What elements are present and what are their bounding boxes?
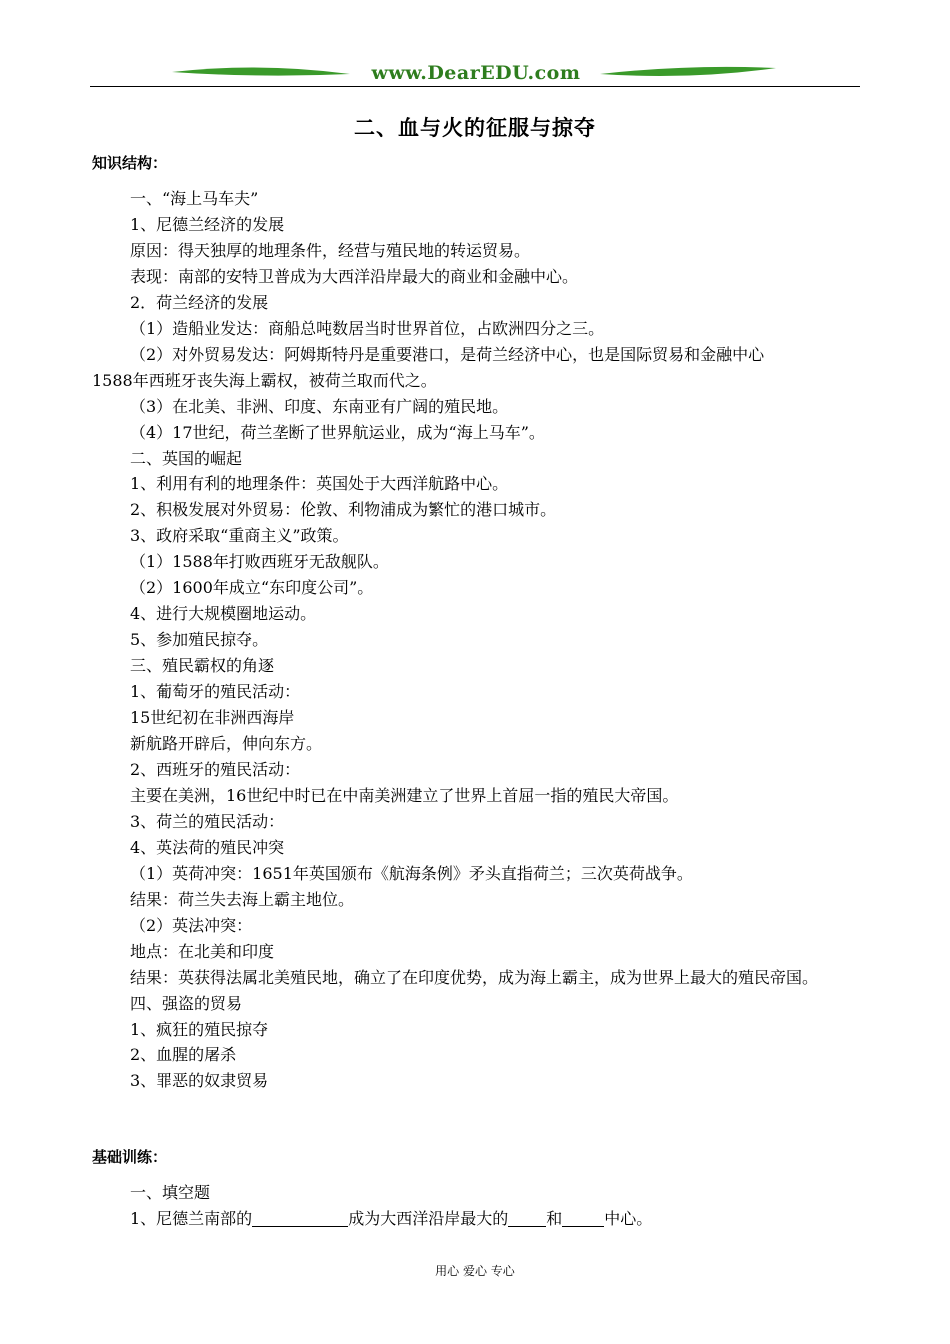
text-line: （2）对外贸易发达：阿姆斯特丹是重要港口，是荷兰经济中心，也是国际贸易和金融中心	[130, 344, 765, 364]
text-line	[92, 965, 862, 991]
text-line: （2）英法冲突：	[130, 915, 253, 935]
text-line: 结果：荷兰失去海上霸主地位。	[130, 889, 355, 909]
exercise-heading: 一、填空题	[130, 1183, 211, 1202]
question-text: 成为大西洋沿岸最大的	[348, 1208, 509, 1228]
text-line: 2．荷兰经济的发展	[130, 292, 269, 312]
question-1	[92, 1206, 862, 1232]
text-line: 3、罪恶的奴隶贸易	[130, 1071, 269, 1091]
text-line: 四、强盗的贸易	[130, 993, 243, 1013]
text-line: 15世纪初在非洲西海岸	[130, 708, 295, 728]
text-line: 2、积极发展对外贸易：伦敦、利物浦成为繁忙的港口城市。	[130, 500, 557, 520]
answer-blank[interactable]	[252, 1210, 348, 1227]
text-line: （1）1588年打败西班牙无敌舰队。	[130, 552, 389, 572]
exercise-content	[92, 1180, 862, 1232]
question-text: 1、尼德兰南部的	[130, 1208, 253, 1228]
text-line: 原因：得天独厚的地理条件，经营与殖民地的转运贸易。	[130, 240, 531, 260]
text-line: （2）1600年成立“东印度公司”。	[130, 578, 374, 598]
text-line: （4）17世纪，荷兰垄断了世界航运业，成为“海上马车”。	[130, 422, 545, 442]
text-line-wrapped: 结果：英获得法属北美殖民地，确立了在印度优势，成为海上霸主，成为世界上最大的殖民帝国。	[130, 967, 819, 987]
text-line: （1）英荷冲突：1651年英国颁布《航海条例》矛头直指荷兰；三次英荷战争。	[130, 863, 693, 883]
page-title: 二、血与火的征服与掠夺	[354, 115, 596, 140]
text-line: 3、政府采取“重商主义”政策。	[130, 526, 349, 546]
text-line: 5、参加殖民掠夺。	[130, 630, 269, 650]
page-footer: 用心 爱心 专心	[435, 1264, 515, 1278]
text-line: 二、英国的崛起	[130, 448, 243, 468]
text-line: （1）造船业发达：商船总吨数居当时世界首位，占欧洲四分之三。	[130, 318, 605, 338]
question-text: 和	[546, 1208, 563, 1228]
logo-text: www.DearEDU.com	[371, 62, 581, 84]
knowledge-content	[92, 186, 862, 1094]
text-line: 1、疯狂的殖民掠夺	[130, 1019, 269, 1039]
header-divider	[90, 86, 860, 87]
question-text: 中心。	[604, 1208, 653, 1228]
text-line: 三、殖民霸权的角逐	[130, 656, 275, 676]
text-line: 2、西班牙的殖民活动：	[130, 759, 301, 779]
section-heading-knowledge: 知识结构：	[92, 154, 168, 172]
text-line: 2、血腥的屠杀	[130, 1045, 237, 1065]
answer-blank[interactable]	[508, 1210, 546, 1227]
section-heading-basic: 基础训练：	[92, 1148, 168, 1166]
text-line: 一、“海上马车夫”	[130, 189, 259, 208]
text-line: 1、利用有利的地理条件：英国处于大西洋航路中心。	[130, 474, 509, 494]
text-line: 新航路开辟后，伸向东方。	[130, 734, 323, 754]
text-line: （3）在北美、非洲、印度、东南亚有广阔的殖民地。	[130, 396, 509, 416]
text-line: 地点：在北美和印度	[130, 941, 275, 961]
text-line: 3、荷兰的殖民活动：	[130, 811, 285, 831]
text-line: 主要在美洲，16世纪中时已在中南美洲建立了世界上首屈一指的殖民大帝国。	[130, 785, 679, 805]
text-line: 1、葡萄牙的殖民活动：	[130, 682, 301, 702]
answer-blank[interactable]	[562, 1210, 604, 1227]
text-line: 4、英法荷的殖民冲突	[130, 837, 285, 857]
text-line: 表现：南部的安特卫普成为大西洋沿岸最大的商业和金融中心。	[130, 266, 579, 286]
text-line: 1、尼德兰经济的发展	[130, 214, 285, 234]
text-line: 4、进行大规模圈地运动。	[130, 604, 317, 624]
text-line: 1588年西班牙丧失海上霸权，被荷兰取而代之。	[92, 370, 437, 390]
